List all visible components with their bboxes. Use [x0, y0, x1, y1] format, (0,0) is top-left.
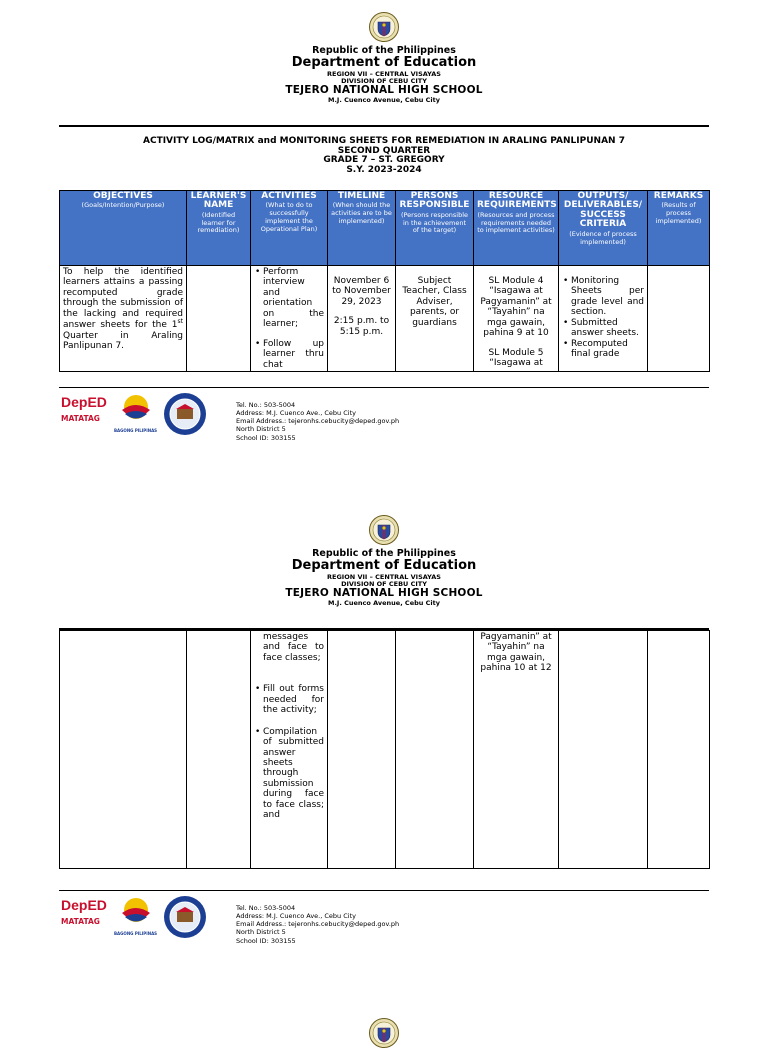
- school-seal-icon: [163, 895, 207, 939]
- bagong-pilipinas-text: BAGONG PILIPINAS: [114, 931, 158, 936]
- header-objectives: OBJECTIVES (Goals/Intention/Purpose): [60, 191, 187, 266]
- activities-cell: [251, 266, 328, 372]
- bagong-pilipinas-logo-icon: [115, 895, 157, 929]
- footer-tel: Tel. No.: 503-5004: [236, 904, 296, 912]
- deped-seal-icon: [369, 1018, 399, 1048]
- header-remarks: REMARKS (Results of process implemented): [648, 191, 710, 266]
- header-persons-responsible: PERSONS RESPONSIBLE (Persons responsible in the achievement of the target): [396, 191, 474, 266]
- footer-school-id: School ID: 303155: [236, 936, 296, 945]
- remediation-table: [59, 190, 710, 372]
- footer-district: North District 5: [236, 928, 286, 937]
- bagong-pilipinas-logo-icon: [115, 392, 157, 426]
- footer-address: Address: M.J. Cuenco Ave., Cebu City: [236, 912, 356, 921]
- resource-cell: SL Module 4 “Isagawa at Pagyamanin” at “Tayahin” na mga gawain, pahina 9 at 10 SL Module 5 “Isagawa at: [474, 266, 559, 372]
- footer-contact: [236, 904, 399, 945]
- remediation-table-continued: [59, 630, 710, 869]
- division-line: DIVISION OF CEBU CITY: [341, 579, 427, 588]
- letterhead: [0, 549, 768, 607]
- resource-cell: Pagyamanin” at “Tayahin” na mga gawain, pahina 10 at 12: [474, 631, 559, 869]
- header-timeline: TIMELINE (When should the activities are to be implemented): [328, 191, 396, 266]
- list-item: • Follow up learner thru chat: [263, 339, 324, 370]
- table-row: [60, 266, 710, 372]
- title-line-4: S.Y. 2023-2024: [346, 164, 422, 175]
- footer-email: Email Address.: tejeronhs.cebucity@deped.gov.ph: [236, 417, 400, 426]
- footer-tel: Tel. No.: 503-5004: [236, 401, 296, 409]
- deped-logo: DepED: [61, 897, 107, 913]
- list-item: • Recomputed final grade: [571, 339, 644, 360]
- title-line-1: ACTIVITY LOG/MATRIX and MONITORING SHEETS FOR REMEDIATION IN ARALING PANLIPUNAN 7: [143, 136, 625, 146]
- objective-cell: To help the identified learners attains a passing recomputed grade through the submission of the lacking and required answer sheets for the 1st Quarter in Araling Panlipunan 7.: [60, 266, 187, 372]
- school-name: TEJERO NATIONAL HIGH SCHOOL: [285, 587, 483, 600]
- footer-school-id: School ID: 303155: [236, 433, 296, 442]
- learner-name-cell: [187, 266, 251, 372]
- timeline-cell: November 6 to November 29, 2023 2:15 p.m. to 5:15 p.m.: [328, 266, 396, 372]
- bagong-pilipinas-text: BAGONG PILIPINAS: [114, 428, 158, 433]
- table-header-row: [60, 191, 710, 266]
- school-seal-icon: [163, 392, 207, 436]
- list-item: • Submitted answer sheets.: [571, 318, 644, 339]
- school-name: TEJERO NATIONAL HIGH SCHOOL: [285, 84, 483, 97]
- list-item: • Perform interview and orientation on the learner;: [263, 267, 324, 330]
- school-address: M.J. Cuenco Avenue, Cebu City: [327, 95, 440, 104]
- division-line: DIVISION OF CEBU CITY: [341, 76, 427, 85]
- footer-district: North District 5: [236, 425, 286, 434]
- header-divider: [59, 125, 709, 127]
- footer-divider: [59, 387, 709, 388]
- remarks-cell: [648, 631, 710, 869]
- title-line-2: SECOND QUARTER: [337, 145, 431, 156]
- matatag-logo: MATATAG: [61, 414, 100, 423]
- deped-logo: DepED: [61, 394, 107, 410]
- outputs-cell: [559, 631, 648, 869]
- header-outputs: OUTPUTS/ DELIVERABLES/ SUCCESS CRITERIA (Evidence of process implemented): [559, 191, 648, 266]
- footer-logos: [59, 392, 219, 438]
- letterhead: [0, 46, 768, 104]
- region-line: REGION VII – CENTRAL VISAYAS: [327, 572, 441, 581]
- persons-cell: [396, 631, 474, 869]
- outputs-cell: [559, 266, 648, 372]
- list-item: • Compilation of submitted answer sheets through submission during face to face class; and: [263, 727, 324, 821]
- list-item: • Monitoring Sheets per grade level and section.: [571, 276, 644, 318]
- deped-seal-icon: [369, 12, 399, 42]
- matatag-logo: MATATAG: [61, 917, 100, 926]
- region-line: REGION VII – CENTRAL VISAYAS: [327, 69, 441, 78]
- learner-name-cell: [187, 631, 251, 869]
- document-title: [0, 137, 768, 175]
- remarks-cell: [648, 266, 710, 372]
- header-activities: ACTIVITIES (What to do to successfully implement the Operational Plan): [251, 191, 328, 266]
- activities-cell: messages and face to face classes; • Fill out forms needed for the activity; • Compilation of submitted answer sheets through submission during face to face class; and: [251, 631, 328, 869]
- list-item: • Fill out forms needed for the activity;: [263, 684, 324, 715]
- header-resource-requirements: RESOURCE REQUIREMENTS (Resources and process requirements needed to implement activities): [474, 191, 559, 266]
- footer-contact: [236, 401, 399, 442]
- republic-line: Republic of the Philippines: [312, 548, 456, 559]
- footer-address: Address: M.J. Cuenco Ave., Cebu City: [236, 409, 356, 418]
- objective-cell: [60, 631, 187, 869]
- timeline-cell: [328, 631, 396, 869]
- republic-line: Republic of the Philippines: [312, 45, 456, 56]
- footer-email: Email Address.: tejeronhs.cebucity@deped.gov.ph: [236, 920, 400, 929]
- header-learners-name: LEARNER'S NAME (Identified learner for remediation): [187, 191, 251, 266]
- title-line-3: GRADE 7 – ST. GREGORY: [323, 155, 445, 166]
- deped-seal-icon: [369, 515, 399, 545]
- school-address: M.J. Cuenco Avenue, Cebu City: [327, 598, 440, 607]
- persons-cell: Subject Teacher, Class Adviser, parents, or guardians: [396, 266, 474, 372]
- footer-divider: [59, 890, 709, 891]
- table-row: [60, 631, 710, 869]
- department-line: Department of Education: [291, 55, 477, 71]
- footer-logos: [59, 895, 219, 941]
- department-line: Department of Education: [291, 558, 477, 574]
